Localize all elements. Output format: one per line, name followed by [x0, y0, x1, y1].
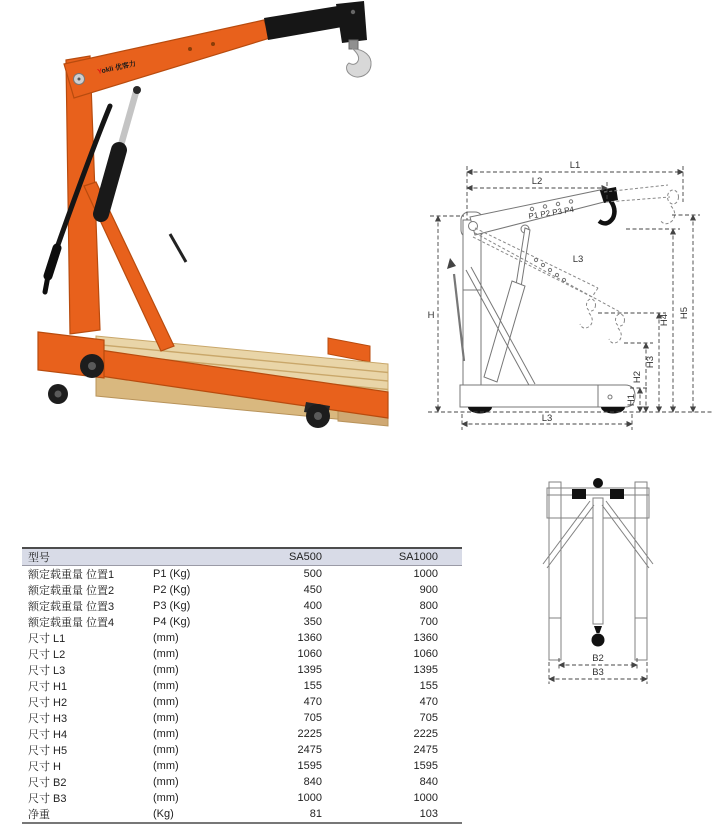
- table-row: [22, 614, 462, 630]
- spec-name-cell: 尺寸 L2: [28, 649, 66, 661]
- table-row: [22, 742, 462, 758]
- spec-unit-cell: P4 (Kg): [153, 616, 191, 628]
- spec-sa1000-cell: 705: [419, 712, 438, 724]
- dim-label-h5: H5: [679, 306, 690, 320]
- dim-label-h3: H3: [645, 355, 656, 369]
- boom-extension: [264, 1, 367, 43]
- table-row: [22, 646, 462, 662]
- spec-unit-cell: P1 (Kg): [153, 568, 191, 580]
- crane-boom: [64, 20, 270, 98]
- dim-label-l3-diagonal: L3: [572, 254, 584, 265]
- product-photo: [0, 0, 410, 450]
- sa500-header-cell: SA500: [237, 548, 322, 566]
- spec-unit-cell: (mm): [153, 744, 179, 756]
- spec-name-cell: 尺寸 L1: [28, 633, 66, 645]
- spec-sa500-cell: 350: [303, 616, 322, 628]
- spec-sa500-cell: 1595: [297, 760, 322, 772]
- spec-name-cell: 额定载重量 位置3: [28, 601, 115, 613]
- spec-name-cell: 尺寸 H4: [28, 729, 68, 741]
- table-row: [22, 790, 462, 806]
- spec-unit-cell: (Kg): [153, 808, 174, 820]
- spec-sa1000-cell: 1395: [413, 664, 438, 676]
- table-row: [22, 662, 462, 678]
- table-row: [22, 678, 462, 694]
- spec-sa1000-cell: 800: [419, 600, 438, 612]
- spec-sa500-cell: 2475: [297, 744, 322, 756]
- side-view-diagram: [420, 140, 718, 440]
- side-view-hook: [599, 187, 618, 223]
- table-row: [22, 566, 462, 583]
- spec-name-cell: 尺寸 B2: [28, 777, 67, 789]
- spec-sa1000-cell: 1000: [413, 568, 438, 580]
- unit-header-cell: [153, 548, 237, 566]
- front-view-diagram: [535, 468, 718, 693]
- spec-name-cell: 尺寸 H3: [28, 713, 68, 725]
- caster-wheel-right: [304, 402, 330, 428]
- spec-sa1000-cell: 470: [419, 696, 438, 708]
- spec-sa500-cell: 1060: [297, 648, 322, 660]
- spec-unit-cell: (mm): [153, 776, 179, 788]
- table-row: [22, 758, 462, 774]
- spec-sa500-cell: 2225: [297, 728, 322, 740]
- model-header-cell: 型号: [22, 548, 153, 566]
- table-row: [22, 694, 462, 710]
- spec-sa1000-cell: 1000: [413, 792, 438, 804]
- spec-unit-cell: (mm): [153, 680, 179, 692]
- spec-sa1000-cell: 103: [419, 808, 438, 820]
- spec-sa500-cell: 1395: [297, 664, 322, 676]
- dim-label-b3: B3: [592, 667, 604, 678]
- table-row: [22, 630, 462, 646]
- caster-wheel-rear: [48, 384, 68, 404]
- hydraulic-cylinder: [101, 86, 141, 214]
- spec-unit-cell: P3 (Kg): [153, 600, 191, 612]
- table-row: [22, 806, 462, 823]
- spec-sa1000-cell: 700: [419, 616, 438, 628]
- crane-hook: [347, 40, 372, 77]
- spec-sa1000-cell: 1360: [413, 632, 438, 644]
- spec-sa500-cell: 840: [303, 776, 322, 788]
- front-view-hook-ball: [592, 626, 605, 647]
- spec-name-cell: 额定载重量 位置1: [28, 569, 115, 581]
- spec-name-cell: 净重: [28, 809, 50, 821]
- spec-sa500-cell: 470: [303, 696, 322, 708]
- side-view-diagram-svg: [420, 140, 718, 440]
- spec-sa500-cell: 705: [303, 712, 322, 724]
- table-row: [22, 582, 462, 598]
- spec-sa1000-cell: 900: [419, 584, 438, 596]
- table-row: [22, 598, 462, 614]
- spec-name-cell: 尺寸 H: [28, 761, 61, 773]
- dim-label-l3-base: L3: [541, 413, 553, 424]
- spec-sa500-cell: 155: [303, 680, 322, 692]
- spec-sa1000-cell: 2225: [413, 728, 438, 740]
- dim-label-h4: H4: [659, 313, 670, 327]
- spec-sa1000-cell: 155: [419, 680, 438, 692]
- front-view-structure: [543, 482, 653, 660]
- spec-name-cell: 尺寸 H5: [28, 745, 68, 757]
- dim-label-l1: L1: [569, 160, 581, 171]
- spec-sa1000-cell: 2475: [413, 744, 438, 756]
- spec-unit-cell: P2 (Kg): [153, 584, 191, 596]
- spec-unit-cell: (mm): [153, 664, 179, 676]
- dim-label-b2: B2: [592, 653, 604, 664]
- spec-unit-cell: (mm): [153, 696, 179, 708]
- spec-unit-cell: (mm): [153, 632, 179, 644]
- table-row: [22, 726, 462, 742]
- dim-label-h1: H1: [626, 393, 637, 407]
- table-row: [22, 710, 462, 726]
- load-position-labels: P1 P2 P3 P4: [527, 204, 575, 221]
- spec-name-cell: 尺寸 H1: [28, 681, 68, 693]
- spec-table: [22, 547, 462, 824]
- spec-unit-cell: (mm): [153, 648, 179, 660]
- spec-unit-cell: (mm): [153, 712, 179, 724]
- spec-name-cell: 额定载重量 位置2: [28, 585, 115, 597]
- brand-rest: okli 优客力: [100, 60, 137, 76]
- sa1000-header-cell: SA1000: [322, 548, 462, 566]
- spec-sa500-cell: 1000: [297, 792, 322, 804]
- spec-sa500-cell: 81: [309, 808, 322, 820]
- spec-sa1000-cell: 1595: [413, 760, 438, 772]
- table-row: [22, 774, 462, 790]
- table-header-row: [22, 548, 462, 566]
- front-view-diagram-svg: [535, 468, 718, 693]
- spec-sa500-cell: 1360: [297, 632, 322, 644]
- spec-name-cell: 尺寸 B3: [28, 793, 67, 805]
- dim-label-h: H: [427, 310, 435, 321]
- spec-unit-cell: (mm): [153, 792, 179, 804]
- caster-wheel-front: [80, 354, 104, 378]
- release-valve-rod: [170, 234, 186, 262]
- product-photo-svg: [0, 0, 410, 450]
- dim-label-l2: L2: [531, 176, 543, 187]
- brand-initial: Y: [96, 68, 103, 76]
- spec-sa500-cell: 400: [303, 600, 322, 612]
- spec-unit-cell: (mm): [153, 760, 179, 772]
- spec-sa500-cell: 450: [303, 584, 322, 596]
- spec-sa500-cell: 500: [303, 568, 322, 580]
- spec-name-cell: 尺寸 L3: [28, 665, 66, 677]
- dim-label-h2: H2: [632, 370, 643, 384]
- spec-sa1000-cell: 1060: [413, 648, 438, 660]
- spec-sa1000-cell: 840: [419, 776, 438, 788]
- spec-name-cell: 额定载重量 位置4: [28, 617, 115, 629]
- spec-unit-cell: (mm): [153, 728, 179, 740]
- spec-name-cell: 尺寸 H2: [28, 697, 68, 709]
